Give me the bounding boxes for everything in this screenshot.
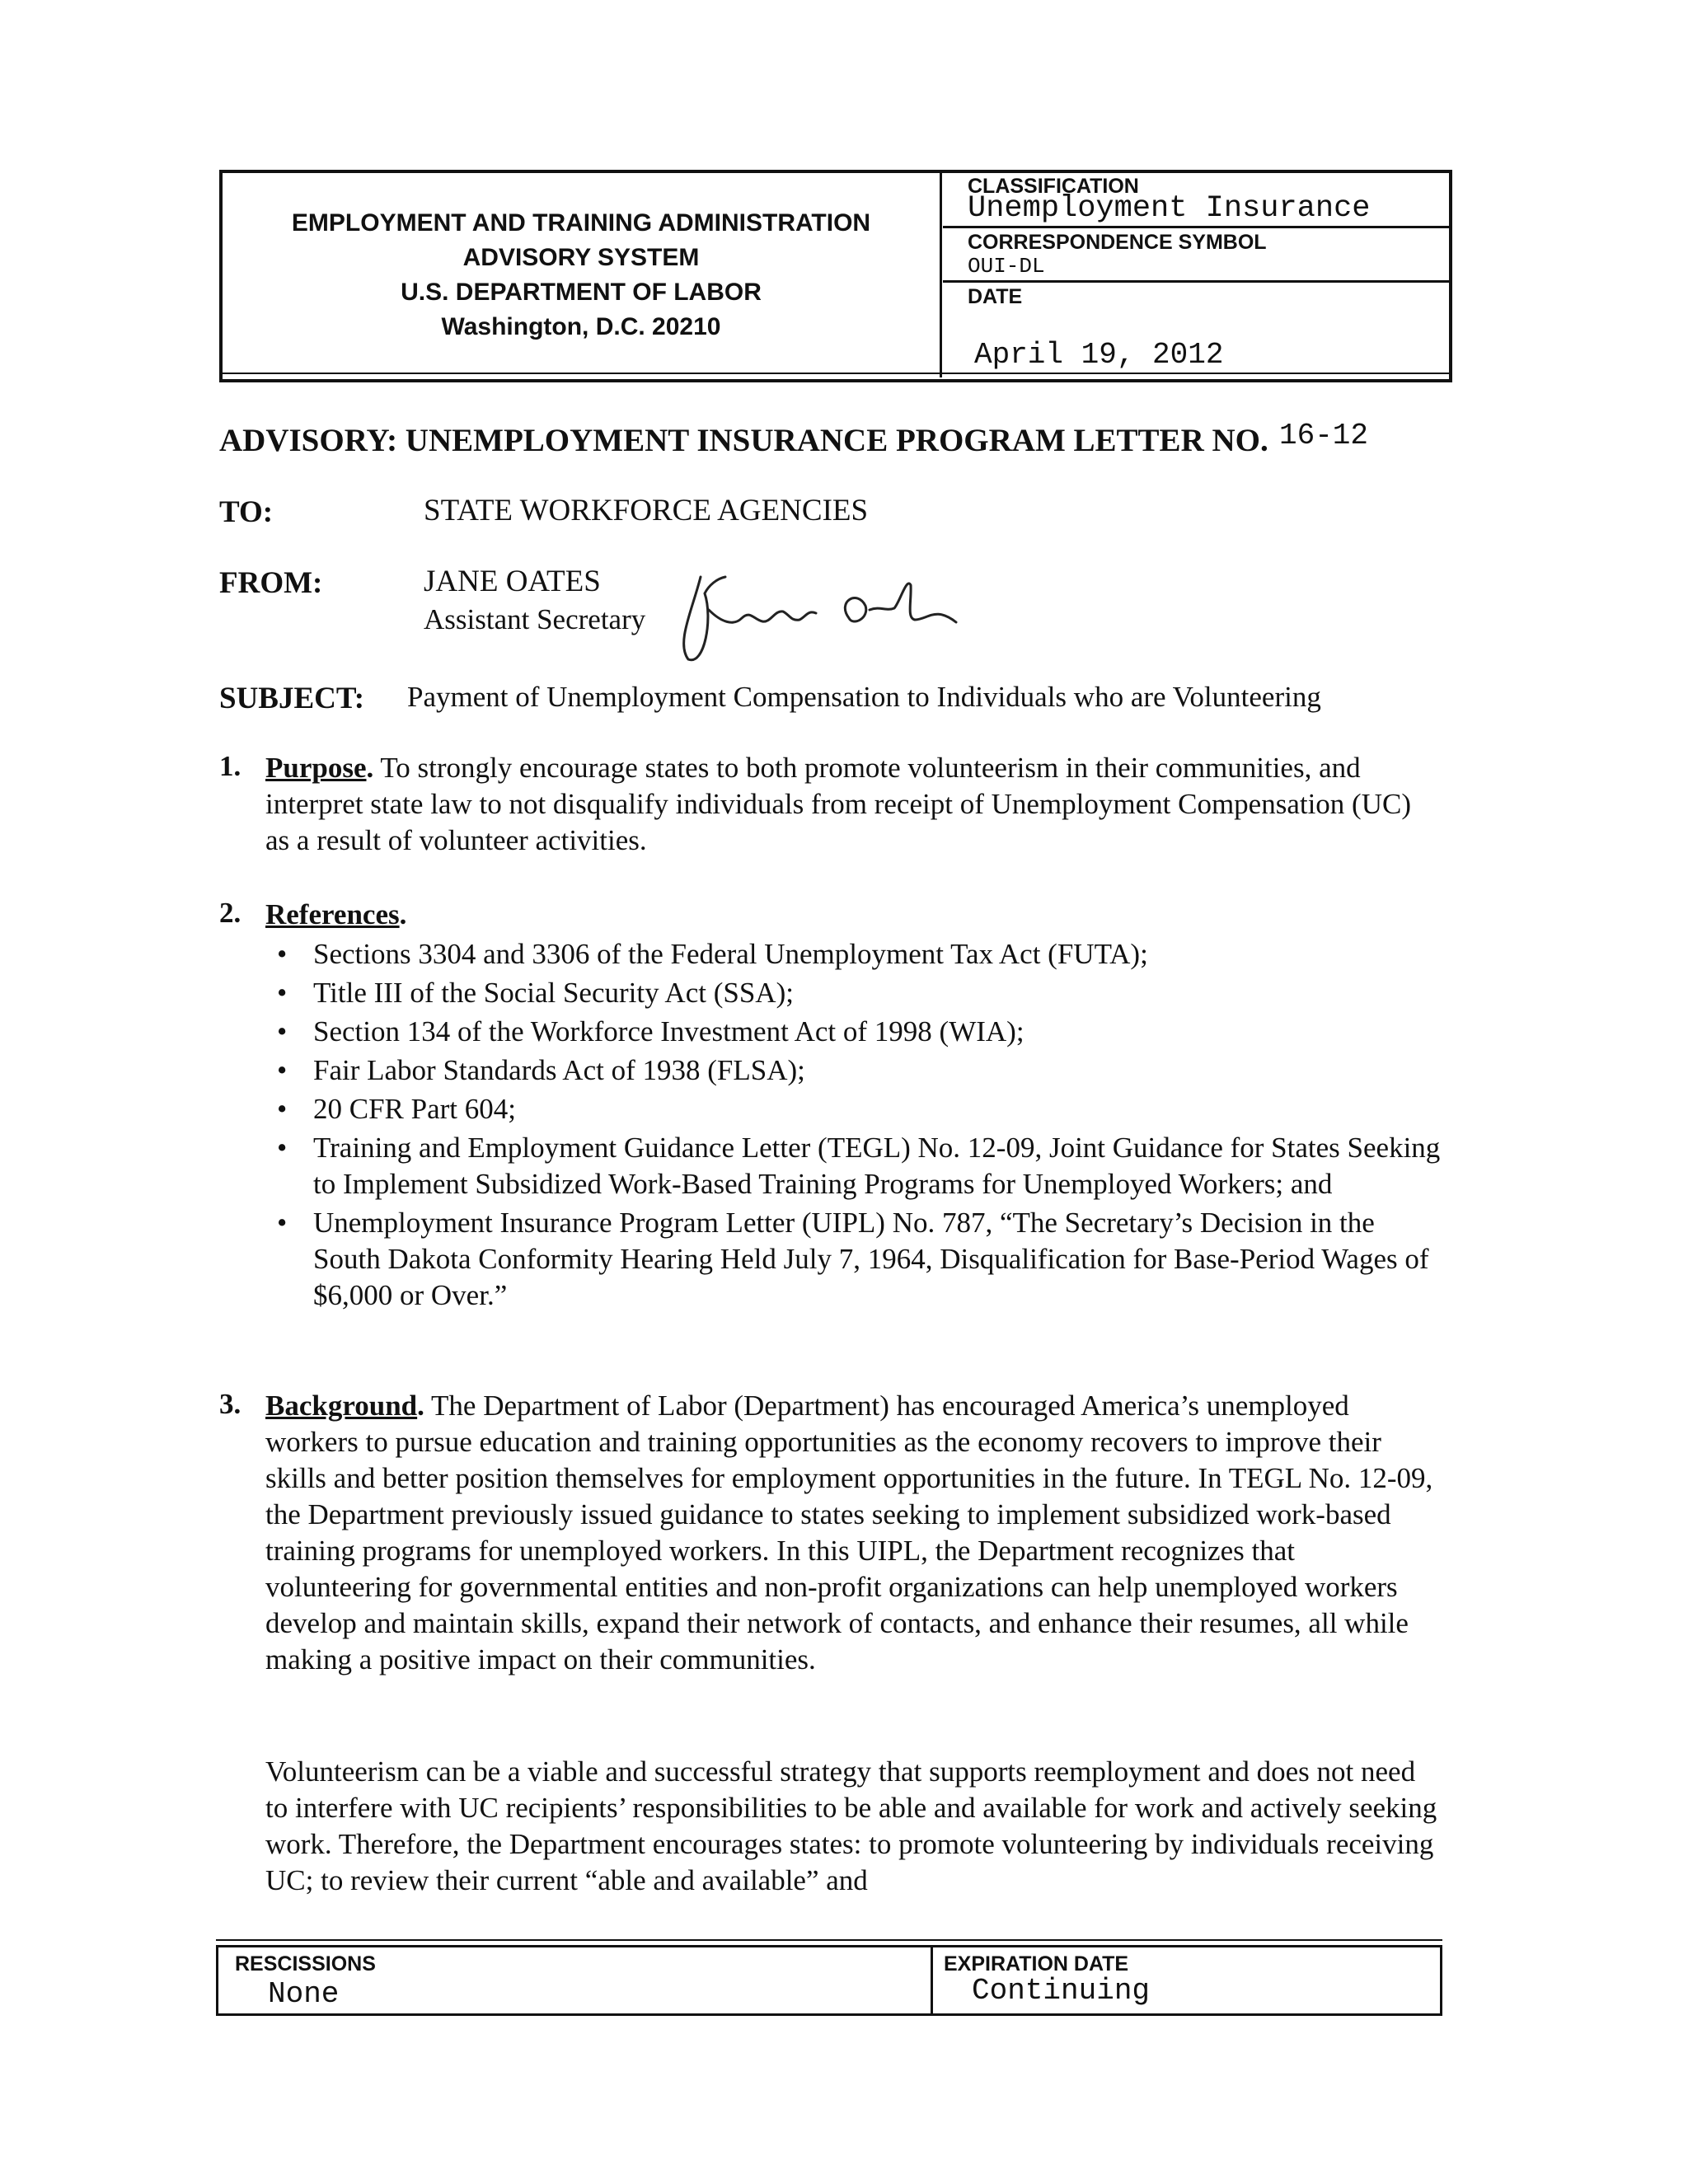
section-number: 3. <box>219 1388 241 1420</box>
list-item: • Title III of the Social Security Act (SSA); <box>277 977 794 1009</box>
list-item: • Section 134 of the Workforce Investment Act of 1998 (WIA); <box>277 1015 1025 1047</box>
advisory-heading: ADVISORY: UNEMPLOYMENT INSURANCE PROGRAM LETTER NO. <box>219 423 1268 458</box>
to-label: TO: <box>219 495 274 529</box>
rescissions-value: None <box>268 1977 340 2011</box>
org-block <box>223 173 940 377</box>
to-value: STATE WORKFORCE AGENCIES <box>424 494 869 527</box>
classification-label: CLASSIFICATION <box>968 175 1139 198</box>
background-section: Background. The Department of Labor (Department) has encouraged America’s unemployed workers to pursue education and training opportunities as the economy recovers to improve their skills and better position themselves for employment opportunities in the future. In TEGL No. 12-09, the Department previously issued guidance to states seeking to implement subsidized work-based training programs for unemployed workers. In this UIPL, the Department recognizes that volunteering for governmental entities and non-profit organizations can help unemployed workers develop and maintain skills, expand their network of contacts, and enhance their resumes, all while making a positive impact on their communities. <box>265 1390 1433 1675</box>
from-title: Assistant Secretary <box>424 603 646 635</box>
advisory-number: 16-12 <box>1279 419 1369 452</box>
org-line: ADVISORY SYSTEM <box>462 244 700 271</box>
correspondence-label: CORRESPONDENCE SYMBOL <box>968 231 1267 254</box>
from-label: FROM: <box>219 566 323 600</box>
footer-divider <box>931 1947 933 2013</box>
section-number: 2. <box>219 897 241 929</box>
purpose-text: To strongly encourage states to both promote volunteerism in their communities, and interpret state law to not disqualify individuals from receipt of Unemployment Compensation (UC) as a result of volunteer activities. <box>265 752 1411 856</box>
org-line: Washington, D.C. 20210 <box>441 313 721 340</box>
list-item: • 20 CFR Part 604; <box>277 1093 517 1125</box>
classification-value: Unemployment Insurance <box>968 191 1371 226</box>
from-name: JANE OATES <box>424 565 601 598</box>
subject-label: SUBJECT: <box>219 682 365 715</box>
expiration-label: EXPIRATION DATE <box>944 1952 1129 1975</box>
expiration-value: Continuing <box>972 1974 1151 2008</box>
purpose-title: Purpose <box>265 752 367 784</box>
org-line: EMPLOYMENT AND TRAINING ADMINISTRATION <box>291 209 871 237</box>
references-list <box>270 936 1441 1316</box>
background-title: Background <box>265 1390 418 1422</box>
section-number: 1. <box>219 750 241 782</box>
references-heading: References. <box>265 898 407 930</box>
org-line: U.S. DEPARTMENT OF LABOR <box>401 279 762 306</box>
header-divider <box>940 173 942 377</box>
list-item: • Unemployment Insurance Program Letter (UIPL) No. 787, “The Secretary’s Decision in the South Dakota Conformity Hearing Held July 7, 1964, Disqualification for Base-Period Wages of $6,000 or Over.” <box>277 1207 1429 1311</box>
signature <box>659 560 989 668</box>
purpose-section: Purpose. To strongly encourage states to both promote volunteerism in their communities, and interpret state law to not disqualify individuals from receipt of Unemployment Compensation (UC) as a result of volunteer activities. <box>265 752 1411 856</box>
list-item: • Sections 3304 and 3306 of the Federal Unemployment Tax Act (FUTA); <box>277 938 1148 970</box>
header-rule <box>943 226 1449 228</box>
background-paragraph: The Department of Labor (Department) has encouraged America’s unemployed workers to pursue education and training opportunities as the economy recovers to improve their skills and better position themselves for employment opportunities in the future. In TEGL No. 12-09, the Department previously issued guidance to states seeking to implement subsidized work-based training programs for unemployed workers. In this UIPL, the Department recognizes that volunteering for governmental entities and non-profit organizations can help unemployed workers develop and maintain skills, expand their network of contacts, and enhance their resumes, all while making a positive impact on their communities. <box>265 1390 1433 1675</box>
header-box <box>219 170 1452 382</box>
header-fields <box>943 173 1449 377</box>
correspondence-value: OUI-DL <box>968 254 1045 279</box>
rescissions-label: RESCISSIONS <box>235 1952 376 1975</box>
date-label: DATE <box>968 285 1023 308</box>
subject-value: Payment of Unemployment Compensation to Individuals who are Volunteering <box>407 681 1321 713</box>
date-value: April 19, 2012 <box>974 338 1224 372</box>
list-item: • Training and Employment Guidance Letter (TEGL) No. 12-09, Joint Guidance for States Seeking to Implement Subsidized Work-Based Training Programs for Unemployed Workers; and <box>277 1132 1441 1200</box>
footer-box <box>216 1945 1442 2016</box>
header-rule <box>943 280 1449 283</box>
list-item: • Fair Labor Standards Act of 1938 (FLSA); <box>277 1054 805 1086</box>
background-paragraph: Volunteerism can be a viable and successful strategy that supports reemployment and does not need to interfere with UC recipients’ responsibilities to be able and available for work and actively seeking work. Therefore, the Department encourages states: to promote volunteering by individuals receiving UC; to review their current “able and available” and <box>265 1755 1437 1896</box>
references-title: References <box>265 898 400 930</box>
